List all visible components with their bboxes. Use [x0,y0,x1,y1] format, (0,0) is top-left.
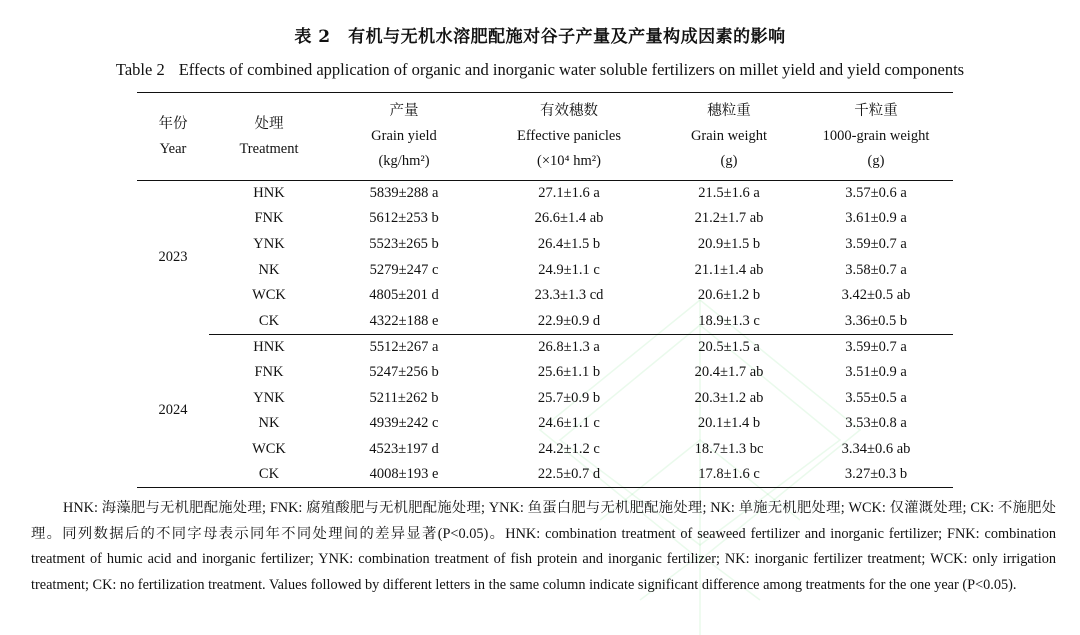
kernel-weight-cell: 3.34±0.6 ab [841,440,911,457]
grain-weight-cell: 20.6±1.2 b [697,287,761,304]
year-cell: 2024 [158,402,188,419]
grain-weight-cell: 20.5±1.5 a [659,334,799,360]
treatment-cell: WCK [252,287,286,304]
yield-cell: 5512±267 a [329,334,479,360]
header-row [137,93,953,181]
table-row [137,181,953,207]
table-row [137,232,953,258]
yield-cell: 4939±242 c [369,415,439,432]
yield-cell: 5523±265 b [369,235,439,252]
yield-cell: 4008±193 e [369,466,439,483]
header-1000-grain-weight: 千粒重 1000-grain weight (g) [799,93,953,181]
yield-cell: 5211±262 b [369,389,439,406]
grain-weight-cell: 20.3±1.2 ab [694,389,764,406]
table-note: HNK: 海藻肥与无机肥配施处理; FNK: 腐殖酸肥与无机肥配施处理; YNK: 鱼蛋白肥与无机肥配施处理; NK: 单施无机肥处理; WCK: 仅灌溉处理; CK: 不施肥处理。同列数据后的不同字母表示同年不同处理间的差异显著(P<0.05)。HNK: combination treatment of seaweed fertilizer and inorganic fertilizer; FNK: combination treatment of humic acid and inorganic fertilizer; YNK: combination treatment of fish protein and inorganic fertilizer; NK: inorganic fertilizer treatment; WCK: only irrigation treatment; CK: no fertilization treatment. Values followed by different letters in the same column indicate significant difference among treatments for the one year (P<0.05). [31,500,1056,593]
year-cell: 2023 [158,249,188,266]
grain-weight-cell: 21.1±1.4 ab [694,261,764,278]
header-grain-weight: 穗粒重 Grain weight (g) [659,93,799,181]
yield-cell: 5839±288 a [369,185,439,202]
kernel-weight-cell: 3.36±0.5 b [844,312,908,329]
treatment-cell: HNK [253,185,285,202]
kernel-weight-cell: 3.58±0.7 a [845,261,907,278]
grain-weight-cell: 17.8±1.6 c [698,466,760,483]
kernel-weight-cell: 3.27±0.3 b [844,466,908,483]
kernel-weight-cell: 3.61±0.9 a [845,210,907,227]
treatment-cell: HNK [209,334,329,360]
grain-weight-cell: 20.1±1.4 b [697,415,761,432]
table-row [137,462,953,488]
header-grain-yield: 产量 Grain yield (kg/hm²) [329,93,479,181]
table-title-cn: 表 2 有机与无机水溶肥配施对谷子产量及产量构成因素的影响 [294,27,786,47]
yield-cell: 5279±247 c [369,261,439,278]
yield-cell: 4805±201 d [369,287,439,304]
grain-weight-cell: 21.5±1.6 a [698,185,760,202]
header-effective-panicles: 有效穗数 Effective panicles (×10⁴ hm²) [479,93,659,181]
yield-cell: 4322±188 e [369,312,439,329]
treatment-cell: CK [258,466,280,483]
table-row [137,360,953,386]
results-table [137,92,953,488]
kernel-weight-cell: 3.51±0.9 a [845,363,907,380]
panicles-cell: 23.3±1.3 cd [534,287,604,304]
treatment-cell: NK [258,261,280,278]
table-row [137,385,953,411]
treatment-cell: YNK [253,389,285,406]
table-notes [31,496,1056,598]
panicles-cell: 25.6±1.1 b [537,363,601,380]
header-treatment: 处理 Treatment [209,93,329,181]
table-row [137,206,953,232]
panicles-cell: 22.9±0.9 d [537,312,601,329]
treatment-cell: YNK [253,235,285,252]
table-row [137,411,953,437]
kernel-weight-cell: 3.59±0.7 a [845,235,907,252]
header-year: 年份 Year [137,93,209,181]
table-title-en [0,60,1080,80]
table-row [137,257,953,283]
panicles-cell: 26.4±1.5 b [537,235,601,252]
table-row [137,436,953,462]
treatment-cell: CK [258,312,280,329]
yield-cell: 4523±197 d [369,440,439,457]
treatment-cell: FNK [254,363,284,380]
kernel-weight-cell: 3.59±0.7 a [799,334,953,360]
grain-weight-cell: 18.9±1.3 c [698,312,760,329]
panicles-cell: 26.8±1.3 a [479,334,659,360]
table-title-en-text: Effects of combined application of organic and inorganic water soluble fertilizers on millet yield and yield components [178,60,965,79]
table-row [137,308,953,334]
table-label: Table 2 [115,60,165,79]
panicles-cell: 24.9±1.1 c [538,261,600,278]
kernel-weight-cell: 3.55±0.5 a [845,389,907,406]
grain-weight-cell: 18.7±1.3 bc [694,440,764,457]
panicles-cell: 25.7±0.9 b [537,389,601,406]
panicles-cell: 26.6±1.4 ab [534,210,604,227]
panicles-cell: 27.1±1.6 a [538,185,600,202]
treatment-cell: WCK [252,440,286,457]
yield-cell: 5612±253 b [369,210,439,227]
table-row [137,334,953,360]
grain-weight-cell: 20.4±1.7 ab [694,363,764,380]
grain-weight-cell: 20.9±1.5 b [697,235,761,252]
panicles-cell: 24.6±1.1 c [538,415,600,432]
table-body [137,181,953,488]
panicles-cell: 22.5±0.7 d [537,466,601,483]
treatment-cell: FNK [254,210,284,227]
kernel-weight-cell: 3.42±0.5 ab [841,287,911,304]
yield-cell: 5247±256 b [369,363,439,380]
table-row [137,283,953,309]
treatment-cell: NK [258,415,280,432]
panicles-cell: 24.2±1.2 c [538,440,600,457]
kernel-weight-cell: 3.53±0.8 a [845,415,907,432]
kernel-weight-cell: 3.57±0.6 a [845,185,907,202]
grain-weight-cell: 21.2±1.7 ab [694,210,764,227]
